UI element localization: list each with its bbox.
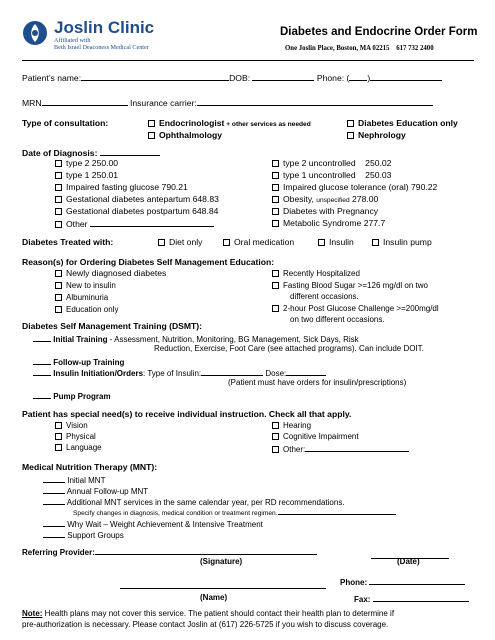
patient-name-field[interactable]: [81, 72, 229, 81]
mnt-specify-field[interactable]: [278, 508, 396, 515]
consultation-label: Type of consultation:: [22, 118, 109, 128]
checkbox[interactable]: [223, 239, 230, 246]
mrn-row: [22, 97, 433, 108]
referring-phone-row: Phone:: [340, 576, 465, 587]
reason-newly-diagnosed[interactable]: Newly diagnosed diabetes: [55, 268, 166, 278]
referring-provider-row: Referring Provider:: [22, 546, 317, 557]
treated-insulin-pump[interactable]: Insulin pump: [372, 237, 432, 247]
checkbox[interactable]: [272, 172, 279, 179]
coverage-note-line1: Note: Health plans may not cover this service. The patient should contact their health plan to determine if: [22, 609, 395, 618]
reason-fasting-blood-sugar-cont: different occasions.: [290, 292, 359, 301]
checkbox[interactable]: [55, 160, 62, 167]
dx-diabetes-pregnancy[interactable]: Diabetes with Pregnancy: [272, 206, 378, 216]
referring-fax-row: Fax:: [354, 593, 469, 604]
need-cognitive[interactable]: Cognitive Impairment: [272, 432, 359, 441]
dob-label: DOB:: [229, 73, 251, 83]
need-vision[interactable]: Vision: [55, 421, 88, 430]
checkbox[interactable]: [55, 422, 62, 429]
checkbox[interactable]: [272, 184, 279, 191]
dx-type1[interactable]: type 1 250.01: [55, 170, 118, 180]
consult-endocrinologist[interactable]: Endocrinologist + other services as needed: [148, 118, 311, 128]
consult-nephrology[interactable]: Nephrology: [347, 130, 406, 140]
insulin-type-field[interactable]: [201, 367, 263, 376]
treated-oral[interactable]: Oral medication: [223, 237, 294, 247]
dx-metabolic-syndrome[interactable]: Metabolic Syndrome 277.7: [272, 218, 385, 228]
header-divider: [22, 60, 474, 61]
dsmt-insulin-note: (Patient must have orders for insulin/prescriptions): [228, 378, 407, 387]
dx-other[interactable]: Other: [55, 218, 214, 229]
diagnosis-date-field[interactable]: [100, 147, 160, 156]
checkbox[interactable]: [148, 132, 155, 139]
mnt-support-groups[interactable]: Support Groups: [43, 529, 124, 540]
reasons-label: Reason(s) for Ordering Diabetes Self Management Education:: [22, 257, 275, 267]
patient-info-row: Patient’s name: DOB: Phone: ( ): [22, 72, 442, 83]
checkbox[interactable]: [55, 282, 62, 289]
treated-diet[interactable]: Diet only: [158, 237, 202, 247]
checkbox[interactable]: [55, 306, 62, 313]
need-physical[interactable]: Physical: [55, 432, 96, 441]
form-title: Diabetes and Endocrine Order Form: [280, 26, 478, 38]
insulin-dose-field[interactable]: [286, 367, 326, 376]
dsmt-initial-training[interactable]: Initial Training - Assessment, Nutrition, Monitoring, BG Management, Sick Days, Risk: [33, 333, 359, 344]
checkbox[interactable]: [272, 160, 279, 167]
reason-fasting-blood-sugar[interactable]: Fasting Blood Sugar >=126 mg/dl on two: [272, 281, 428, 290]
checkbox[interactable]: [347, 132, 354, 139]
phone-label: Phone: (: [316, 73, 350, 83]
checkbox[interactable]: [272, 305, 279, 312]
mnt-initial-field[interactable]: [43, 474, 65, 483]
dsmt-pump-field[interactable]: [33, 390, 51, 399]
dx-obesity[interactable]: Obesity, unspecified 278.00: [272, 194, 378, 204]
consult-diabetes-education[interactable]: Diabetes Education only: [347, 118, 458, 128]
logo-name: Joslin Clinic: [54, 18, 155, 37]
reason-post-glucose-challenge[interactable]: 2-hour Post Glucose Challenge >=200mg/dl: [272, 304, 439, 313]
special-needs-label: Patient has special need(s) to receive individual instruction. Check all that apply.: [22, 409, 352, 419]
dsmt-label: Diabetes Self Management Training (DSMT):: [22, 321, 203, 331]
checkbox[interactable]: [55, 270, 62, 277]
checkbox[interactable]: [347, 120, 354, 127]
dsmt-initial-desc-cont: Reduction, Exercise, Foot Care (see attached programs). Can include DOIT.: [154, 344, 424, 353]
referring-fax-field[interactable]: [373, 593, 469, 602]
checkbox[interactable]: [272, 433, 279, 440]
treated-insulin[interactable]: Insulin: [318, 237, 354, 247]
checkbox[interactable]: [55, 294, 62, 301]
need-other-field[interactable]: [305, 443, 409, 452]
checkbox[interactable]: [318, 239, 325, 246]
logo-affiliation: Affiliated with Beth Israel Deaconess Medical Center: [54, 37, 149, 51]
checkbox[interactable]: [55, 433, 62, 440]
mnt-specify: Specify changes in diagnosis, medical condition or treatment regimen.: [73, 508, 396, 517]
referring-phone-field[interactable]: [369, 576, 465, 585]
checkbox[interactable]: [272, 446, 279, 453]
mrn-label: MRN: [22, 98, 42, 108]
mrn-field[interactable]: [42, 97, 128, 106]
need-hearing[interactable]: Hearing: [272, 421, 311, 430]
reason-new-to-insulin[interactable]: New to insulin: [55, 281, 116, 290]
joslin-logo-icon: [22, 20, 48, 46]
checkbox[interactable]: [272, 196, 279, 203]
dsmt-followup-field[interactable]: [33, 356, 51, 365]
insurance-label: Insurance carrier:: [129, 98, 197, 108]
referring-name-field[interactable]: [120, 580, 326, 589]
checkbox[interactable]: [55, 196, 62, 203]
checkbox[interactable]: [158, 239, 165, 246]
clinic-address: One Joslin Place, Boston, MA 02215 617 732 2400: [285, 45, 434, 52]
consult-ophthalmology[interactable]: Ophthalmology: [148, 130, 222, 140]
date-caption: (Date): [397, 557, 420, 566]
dsmt-followup-training[interactable]: Follow-up Training: [33, 356, 124, 367]
treated-label: Diabetes Treated with:: [22, 237, 114, 247]
reason-albuminuria[interactable]: Albuminuria: [55, 293, 108, 302]
mnt-label: Medical Nutrition Therapy (MNT):: [22, 462, 158, 472]
checkbox[interactable]: [272, 282, 279, 289]
dx-impaired-fasting[interactable]: Impaired fasting glucose 790.21: [55, 182, 188, 192]
referring-name-line: [120, 576, 326, 594]
checkbox[interactable]: [55, 208, 62, 215]
checkbox[interactable]: [372, 239, 379, 246]
referring-signature-field[interactable]: [95, 546, 317, 555]
dx-type2-uncontrolled[interactable]: type 2 uncontrolled 250.02: [272, 158, 391, 168]
dx-type1-uncontrolled[interactable]: type 1 uncontrolled 250.03: [272, 170, 391, 180]
need-language[interactable]: Language: [55, 443, 102, 452]
mnt-why-wait[interactable]: Why Wait – Weight Achievement & Intensive Treatment: [43, 518, 263, 529]
phone-field[interactable]: [370, 72, 442, 81]
need-other[interactable]: Other:: [272, 443, 409, 454]
coverage-note-line2: pre-authorization is necessary. Please contact Joslin at (617) 226-5725 if you wish to discuss coverage.: [22, 620, 389, 629]
checkbox[interactable]: [55, 172, 62, 179]
dsmt-insulin-field[interactable]: [33, 367, 51, 376]
dx-type2[interactable]: type 2 250.00: [55, 158, 118, 168]
phone-area-field[interactable]: [349, 72, 367, 81]
mnt-support-field[interactable]: [43, 529, 65, 538]
dx-impaired-glucose-tolerance[interactable]: Impaired glucose tolerance (oral) 790.22: [272, 182, 437, 192]
mnt-annual[interactable]: Annual Follow-up MNT: [43, 485, 148, 496]
mnt-annual-field[interactable]: [43, 485, 65, 494]
reason-education-only[interactable]: Education only: [55, 305, 118, 314]
checkbox[interactable]: [55, 184, 62, 191]
diagnosis-date-row: Date of Diagnosis:: [22, 147, 160, 158]
dx-gestational-antepartum[interactable]: Gestational diabetes antepartum 648.83: [55, 194, 219, 204]
dob-field[interactable]: [252, 72, 314, 81]
signature-caption: (Signature): [200, 557, 243, 566]
dx-other-field[interactable]: [90, 218, 214, 227]
mnt-additional-field[interactable]: [43, 496, 65, 505]
checkbox[interactable]: [272, 422, 279, 429]
insurance-field[interactable]: [197, 97, 433, 106]
checkbox[interactable]: [272, 220, 279, 227]
checkbox[interactable]: [272, 270, 279, 277]
mnt-initial[interactable]: Initial MNT: [43, 474, 105, 485]
mnt-why-wait-field[interactable]: [43, 518, 65, 527]
checkbox[interactable]: [55, 444, 62, 451]
patient-name-label: Patient’s name:: [22, 73, 82, 83]
dsmt-pump-program[interactable]: Pump Program: [33, 390, 111, 401]
dx-gestational-postpartum[interactable]: Gestational diabetes postpartum 648.84: [55, 206, 218, 216]
checkbox[interactable]: [148, 120, 155, 127]
reason-recently-hospitalized[interactable]: Recently Hospitalized: [272, 269, 360, 278]
checkbox[interactable]: [55, 221, 62, 228]
dsmt-insulin-initiation[interactable]: Insulin Initiation/Orders: Type of Insulin: Dose:: [33, 367, 326, 378]
reason-post-glucose-challenge-cont: on two different occasions.: [290, 315, 385, 324]
checkbox[interactable]: [272, 208, 279, 215]
name-caption: (Name): [200, 593, 228, 602]
dsmt-initial-field[interactable]: [33, 333, 51, 342]
mnt-additional[interactable]: Additional MNT services in the same calendar year, per RD recommendations.: [43, 496, 345, 507]
